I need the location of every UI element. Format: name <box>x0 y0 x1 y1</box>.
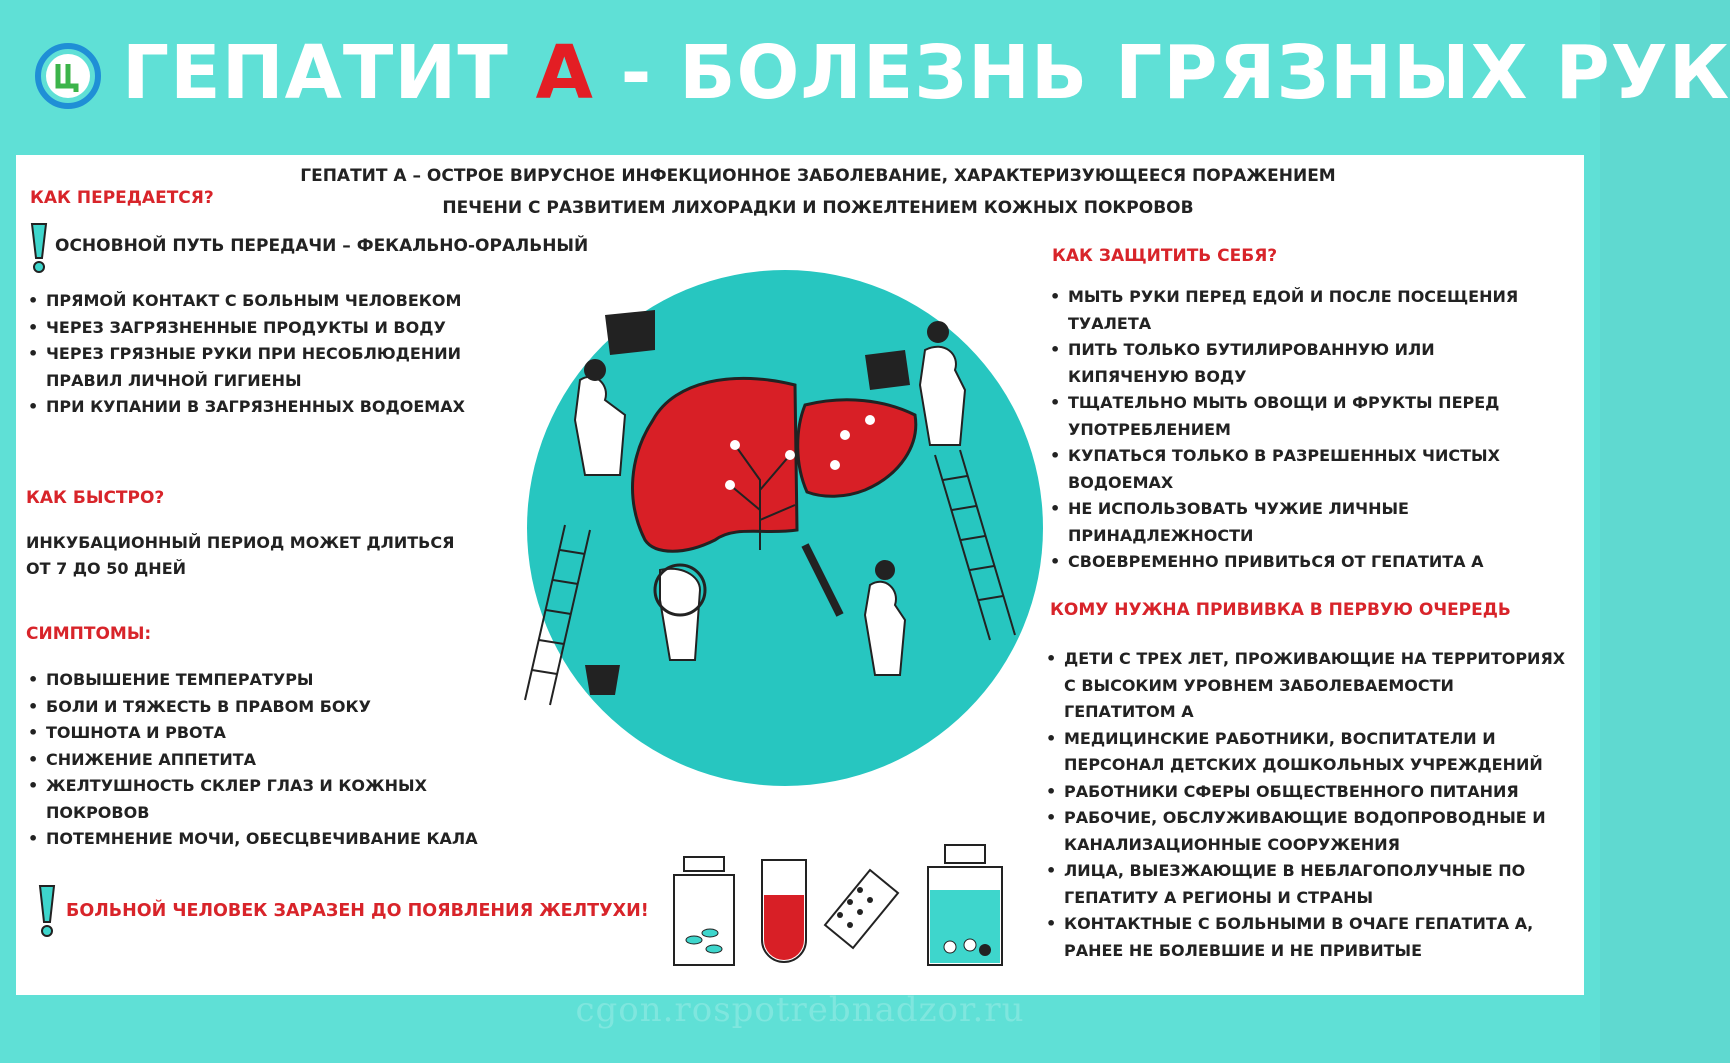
list-item-continuation: УПОТРЕБЛЕНИЕМ <box>1068 419 1231 439</box>
list-item: • СНИЖЕНИЕ АППЕТИТА <box>26 747 478 774</box>
list-item-continuation: ПЕРСОНАЛ ДЕТСКИХ ДОШКОЛЬНЫХ УЧРЕЖДЕНИЙ <box>1064 755 1543 774</box>
list-item: • ПРЯМОЙ КОНТАКТ С БОЛЬНЫМ ЧЕЛОВЕКОМ <box>26 288 465 315</box>
bottle-icon <box>674 857 734 965</box>
list-item: • МЕДИЦИНСКИЕ РАБОТНИКИ, ВОСПИТАТЕЛИ И <box>1044 726 1565 753</box>
symptoms-heading: СИМПТОМЫ: <box>26 624 152 644</box>
jar-icon <box>928 845 1002 965</box>
list-item: • ПРИ КУПАНИИ В ЗАГРЯЗНЕННЫХ ВОДОЕМАХ <box>26 394 465 421</box>
contagious-warning: БОЛЬНОЙ ЧЕЛОВЕК ЗАРАЗЕН ДО ПОЯВЛЕНИЯ ЖЕЛТУХИ! <box>66 901 649 921</box>
title-part-1: ГЕПАТИТ <box>122 30 536 116</box>
protect-list <box>1048 284 1518 576</box>
pill-blister-icon <box>825 870 898 948</box>
list-item-continuation: ПРИНАДЛЕЖНОСТИ <box>1068 525 1254 545</box>
list-item-continuation: ГЕПАТИТУ А РЕГИОНЫ И СТРАНЫ <box>1064 887 1374 907</box>
incubation-line-2: ОТ 7 ДО 50 ДНЕЙ <box>26 559 187 578</box>
list-item-continuation: ПРАВИЛ ЛИЧНОЙ ГИГИЕНЫ <box>46 370 302 390</box>
list-item: • КОНТАКТНЫЕ С БОЛЬНЫМИ В ОЧАГЕ ГЕПАТИТА А, <box>1044 911 1565 938</box>
list-item-continuation: ВОДОЕМАХ <box>1068 472 1174 492</box>
watering-can-icon <box>605 310 655 355</box>
intro-line-1: ГЕПАТИТ А – ОСТРОЕ ВИРУСНОЕ ИНФЕКЦИОННОЕ ЗАБОЛЕВАНИЕ, ХАРАКТЕРИЗУЮЩЕЕСЯ ПОРАЖЕНИЕМ <box>300 166 1336 186</box>
speed-heading: КАК БЫСТРО? <box>26 488 165 508</box>
list-item: • МЫТЬ РУКИ ПЕРЕД ЕДОЙ И ПОСЛЕ ПОСЕЩЕНИЯ <box>1048 284 1518 311</box>
intro-line-2: ПЕЧЕНИ С РАЗВИТИЕМ ЛИХОРАДКИ И ПОЖЕЛТЕНИЕМ КОЖНЫХ ПОКРОВОВ <box>442 198 1194 218</box>
cgon-logo-icon <box>34 42 102 110</box>
list-item-continuation: ПОКРОВОВ <box>46 802 150 822</box>
list-item: • ТОШНОТА И РВОТА <box>26 720 478 747</box>
title-part-2: - БОЛЕЗНЬ ГРЯЗНЫХ РУК <box>593 30 1730 116</box>
test-tube-icon <box>762 860 806 962</box>
list-item: • ТЩАТЕЛЬНО МЫТЬ ОВОЩИ И ФРУКТЫ ПЕРЕД <box>1048 390 1518 417</box>
list-item: • СВОЕВРЕМЕННО ПРИВИТЬСЯ ОТ ГЕПАТИТА А <box>1048 549 1518 576</box>
liver-illustration <box>505 270 1065 800</box>
vaccine-heading: КОМУ НУЖНА ПРИВИВКА В ПЕРВУЮ ОЧЕРЕДЬ <box>1050 600 1511 620</box>
medical-supplies-illustration <box>670 845 1030 975</box>
list-item: • КУПАТЬСЯ ТОЛЬКО В РАЗРЕШЕННЫХ ЧИСТЫХ <box>1048 443 1518 470</box>
list-item: • РАБОТНИКИ СФЕРЫ ОБЩЕСТВЕННОГО ПИТАНИЯ <box>1044 779 1565 806</box>
list-item: • ЧЕРЕЗ ГРЯЗНЫЕ РУКИ ПРИ НЕСОБЛЮДЕНИИ <box>26 341 465 368</box>
list-item: • ЖЕЛТУШНОСТЬ СКЛЕР ГЛАЗ И КОЖНЫХ <box>26 773 478 800</box>
incubation-line-1: ИНКУБАЦИОННЫЙ ПЕРИОД МОЖЕТ ДЛИТЬСЯ <box>26 533 455 552</box>
list-item-continuation: С ВЫСОКИМ УРОВНЕМ ЗАБОЛЕВАЕМОСТИ <box>1064 675 1454 695</box>
protect-heading: КАК ЗАЩИТИТЬ СЕБЯ? <box>1052 246 1278 266</box>
list-item: • ПОТЕМНЕНИЕ МОЧИ, ОБЕСЦВЕЧИВАНИЕ КАЛА <box>26 826 478 853</box>
list-item-continuation: ГЕПАТИТОМ А <box>1064 702 1194 721</box>
list-item: • ПИТЬ ТОЛЬКО БУТИЛИРОВАННУЮ ИЛИ <box>1048 337 1518 364</box>
list-item: • НЕ ИСПОЛЬЗОВАТЬ ЧУЖИЕ ЛИЧНЫЕ <box>1048 496 1518 523</box>
exclamation-icon <box>28 222 50 274</box>
list-item: • БОЛИ И ТЯЖЕСТЬ В ПРАВОМ БОКУ <box>26 694 478 721</box>
list-item: • ПОВЫШЕНИЕ ТЕМПЕРАТУРЫ <box>26 667 478 694</box>
vaccine-list <box>1044 646 1565 964</box>
watering-can-icon <box>865 350 910 390</box>
list-item: • ДЕТИ С ТРЕХ ЛЕТ, ПРОЖИВАЮЩИЕ НА ТЕРРИТОРИЯХ <box>1044 646 1565 673</box>
list-item: • ЛИЦА, ВЫЕЗЖАЮЩИЕ В НЕБЛАГОПОЛУЧНЫЕ ПО <box>1044 858 1565 885</box>
footer-url: cgon.rospotrebnadzor.ru <box>575 990 1025 1030</box>
list-item: • РАБОЧИЕ, ОБСЛУЖИВАЮЩИЕ ВОДОПРОВОДНЫЕ И <box>1044 805 1565 832</box>
list-item-continuation: КИПЯЧЕНУЮ ВОДУ <box>1068 366 1247 386</box>
title-bar <box>0 0 1730 150</box>
list-item-continuation: РАНЕЕ НЕ БОЛЕВШИЕ И НЕ ПРИВИТЫЕ <box>1064 940 1423 960</box>
list-item: • ЧЕРЕЗ ЗАГРЯЗНЕННЫЕ ПРОДУКТЫ И ВОДУ <box>26 315 465 342</box>
list-item-continuation: ТУАЛЕТА <box>1068 313 1152 333</box>
transmission-list <box>26 288 465 421</box>
page-title <box>122 30 1730 116</box>
transmission-heading: КАК ПЕРЕДАЕТСЯ? <box>30 188 214 208</box>
bucket-icon <box>585 665 620 695</box>
title-accent: А <box>535 30 594 116</box>
list-item-continuation: КАНАЛИЗАЦИОННЫЕ СООРУЖЕНИЯ <box>1064 834 1400 854</box>
main-transmission-path: ОСНОВНОЙ ПУТЬ ПЕРЕДАЧИ – ФЕКАЛЬНО-ОРАЛЬНЫЙ <box>55 236 589 256</box>
exclamation-icon <box>36 884 58 938</box>
symptoms-list <box>26 667 478 853</box>
